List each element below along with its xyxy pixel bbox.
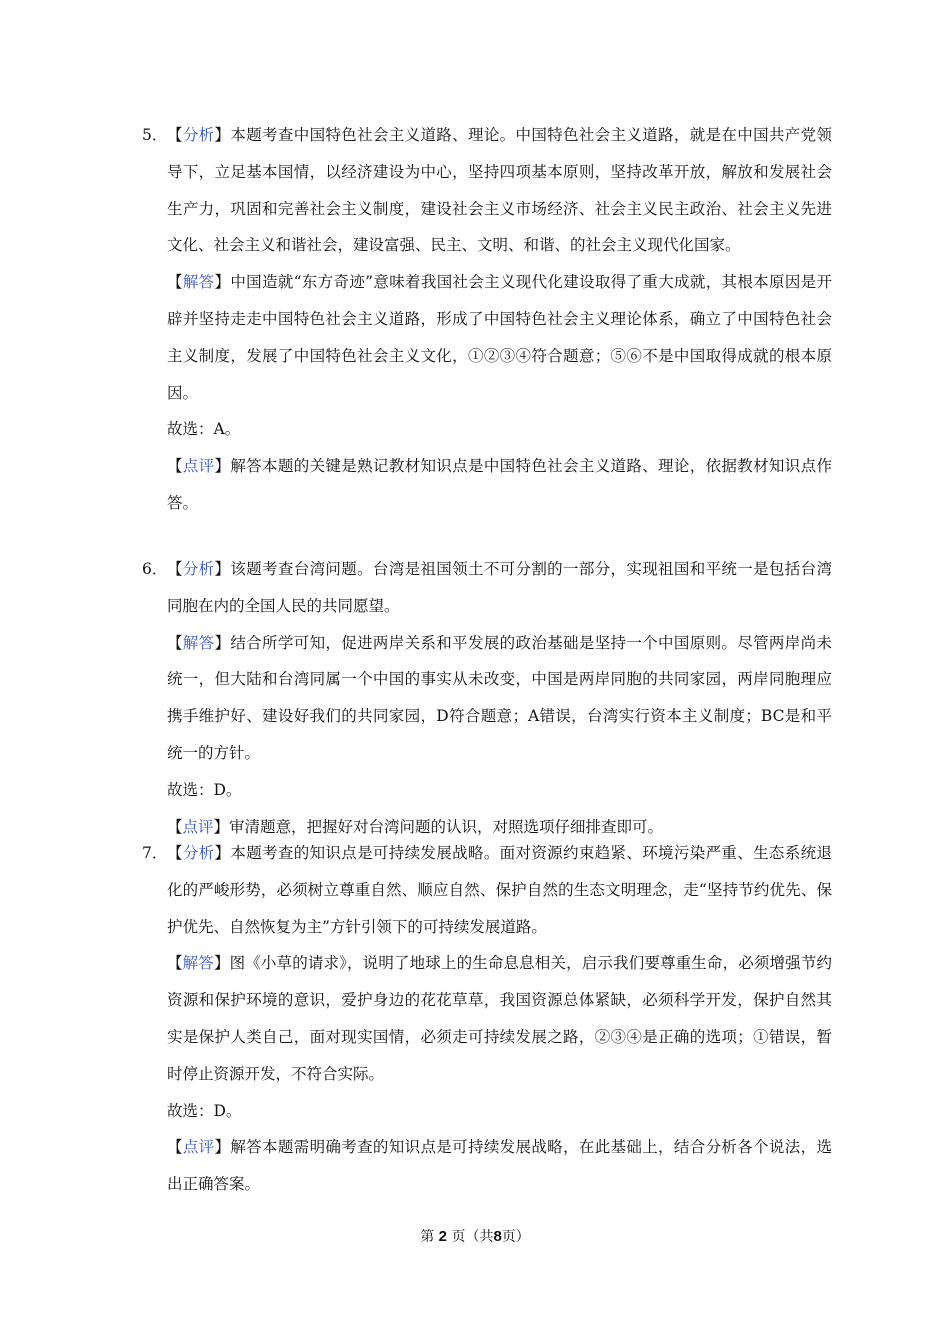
comment-paragraph: 【点评】解答本题的关键是熟记教材知识点是中国特色社会主义道路、理论，依据教材知识点作答。 [167, 457, 832, 512]
choice-line: 故选：D。 [167, 1101, 242, 1120]
answer-text: 图《小草的请求》，说明了地球上的生命息息相关，启示我们要尊重生命，必须增强节约资源和保护环境的意识，爱护身边的花花草草，我国资源总体紧缺，必须科学开发，保护自然其实是保护人类自己，面对现实国情，必须走可持续发展之路，②③④是正确的选项；①错误，暂时停止资源开发，不符合实际。 [167, 954, 832, 1083]
choice-line: 故选：D。 [167, 780, 242, 799]
analysis-paragraph: 【分析】该题考查台湾问题。台湾是祖国领土不可分割的一部分，实现祖国和平统一是包括台湾同胞在内的全国人民的共同愿望。 [167, 560, 832, 615]
comment-tag: 点评 [182, 1138, 215, 1157]
analysis-text: 本题考查的知识点是可持续发展战略。面对资源约束趋紧、环境污染严重、生态系统退化的严峻形势，必须树立尊重自然、顺应自然、保护自然的生态文明理念，走“坚持节约优先、保护优先、自然恢复为主”方针引领下的可持续发展道路。 [167, 844, 832, 936]
analysis-text: 该题考查台湾问题。台湾是祖国领土不可分割的一部分，实现祖国和平统一是包括台湾同胞在内的全国人民的共同愿望。 [167, 560, 832, 615]
comment-text: 解答本题需明确考查的知识点是可持续发展战略，在此基础上，结合分析各个说法，选出正确答案。 [167, 1138, 832, 1194]
total-pages-number: 8 [493, 1228, 502, 1245]
answer-text: 中国造就“东方奇迹”意味着我国社会主义现代化建设取得了重大成就，其根本原因是开辟并坚持走走中国特色社会主义道路，形成了中国特色社会主义理论体系，确立了中国特色社会主义制度，发展了中国特色社会主义文化，①②③④符合题意；⑤⑥不是中国取得成就的根本原因。 [167, 273, 832, 402]
answer-paragraph: 【解答】结合所学可知，促进两岸关系和平发展的政治基础是坚持一个中国原则。尽管两岸尚未统一，但大陆和台湾同属一个中国的事实从未改变，中国是两岸同胞的共同家园，两岸同胞理应携手维护好、建设好我们的共同家园，D符合题意；A错误，台湾实行资本主义制度；BC是和平统一的方针。 [167, 633, 832, 762]
footer-suffix: 页） [501, 1229, 530, 1245]
current-page-number: 2 [438, 1228, 447, 1245]
comment-paragraph: 【点评】解答本题需明确考查的知识点是可持续发展战略，在此基础上，结合分析各个说法，选出正确答案。 [167, 1138, 832, 1194]
analysis-paragraph: 【分析】本题考查中国特色社会主义道路、理论。中国特色社会主义道路，就是在中国共产党领导下，立足基本国情，以经济建设为中心，坚持四项基本原则，坚持改革开放，解放和发展社会生产力，巩固和完善社会主义制度，建设社会主义市场经济、社会主义民主政治、社会主义先进文化、社会主义和谐社会，建设富强、民主、文明、和谐、的社会主义现代化国家。 [167, 126, 832, 255]
footer-prefix: 第 [420, 1229, 435, 1245]
comment-text: 解答本题的关键是熟记教材知识点是中国特色社会主义道路、理论，依据教材知识点作答。 [167, 457, 832, 512]
analysis-tag: 分析 [182, 844, 215, 862]
answer-text: 结合所学可知，促进两岸关系和平发展的政治基础是坚持一个中国原则。尽管两岸尚未统一，但大陆和台湾同属一个中国的事实从未改变，中国是两岸同胞的共同家园，两岸同胞理应携手维护好、建设好我们的共同家园，D符合题意；A错误，台湾实行资本主义制度；BC是和平统一的方针。 [167, 633, 832, 762]
answer-paragraph: 【解答】图《小草的请求》，说明了地球上的生命息息相关，启示我们要尊重生命，必须增强节约资源和保护环境的意识，爱护身边的花花草草，我国资源总体紧缺，必须科学开发，保护自然其实是保护人类自己，面对现实国情，必须走可持续发展之路，②③④是正确的选项；①错误，暂时停止资源开发，不符合实际。 [167, 954, 832, 1083]
page-footer [0, 1227, 950, 1247]
question-number: 6． [142, 560, 168, 578]
comment-tag: 点评 [182, 817, 214, 836]
analysis-tag: 分析 [182, 560, 215, 578]
answer-tag: 解答 [182, 954, 214, 973]
question-5 [142, 117, 832, 522]
question-number: 5． [142, 126, 168, 144]
question-6 [142, 551, 832, 845]
footer-mid: 页（共 [451, 1229, 494, 1245]
question-7 [142, 835, 832, 1203]
answer-tag: 解答 [182, 633, 215, 652]
choice-line: 故选：A。 [167, 420, 241, 439]
answer-tag: 解答 [182, 273, 215, 292]
analysis-paragraph: 【分析】本题考查的知识点是可持续发展战略。面对资源约束趋紧、环境污染严重、生态系统退化的严峻形势，必须树立尊重自然、顺应自然、保护自然的生态文明理念，走“坚持节约优先、保护优先、自然恢复为主”方针引领下的可持续发展道路。 [167, 844, 832, 936]
analysis-tag: 分析 [182, 126, 215, 144]
comment-paragraph: 【点评】审清题意，把握好对台湾问题的认识，对照选项仔细排查即可。 [167, 817, 664, 836]
analysis-text: 本题考查中国特色社会主义道路、理论。中国特色社会主义道路，就是在中国共产党领导下，立足基本国情，以经济建设为中心，坚持四项基本原则，坚持改革开放，解放和发展社会生产力，巩固和完善社会主义制度，建设社会主义市场经济、社会主义民主政治、社会主义先进文化、社会主义和谐社会，建设富强、民主、文明、和谐、的社会主义现代化国家。 [167, 126, 832, 255]
answer-paragraph: 【解答】中国造就“东方奇迹”意味着我国社会主义现代化建设取得了重大成就，其根本原因是开辟并坚持走走中国特色社会主义道路，形成了中国特色社会主义理论体系，确立了中国特色社会主义制度，发展了中国特色社会主义文化，①②③④符合题意；⑤⑥不是中国取得成就的根本原因。 [167, 273, 832, 402]
question-number: 7． [142, 844, 168, 862]
comment-tag: 点评 [182, 457, 215, 476]
comment-text: 审清题意，把握好对台湾问题的认识，对照选项仔细排查即可。 [229, 817, 664, 836]
